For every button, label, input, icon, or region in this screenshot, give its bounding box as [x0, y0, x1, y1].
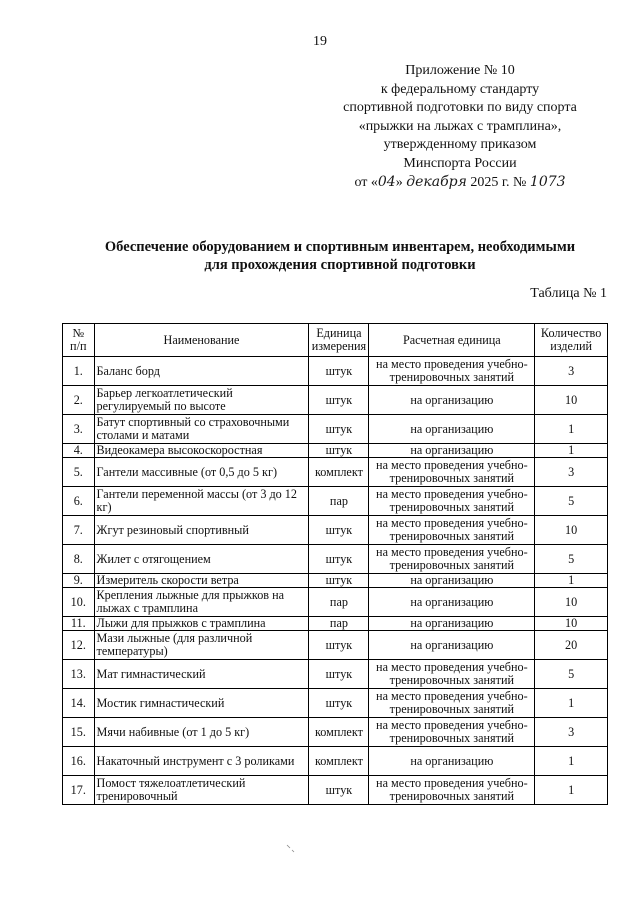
- table-label: Таблица № 1: [530, 286, 607, 301]
- table-row: [63, 458, 608, 487]
- row-number: 17.: [63, 776, 95, 805]
- item-calc-unit: на место проведения учебно-тренировочных занятий: [369, 689, 535, 718]
- item-unit: штук: [309, 574, 369, 588]
- item-name: Барьер легкоатлетический регулируемый по высоте: [94, 386, 309, 415]
- item-unit: штук: [309, 776, 369, 805]
- item-calc-unit: на место проведения учебно-тренировочных занятий: [369, 660, 535, 689]
- item-quantity: 5: [535, 545, 608, 574]
- row-number: 16.: [63, 747, 95, 776]
- item-calc-unit: на организацию: [369, 574, 535, 588]
- handwritten-month: декабря: [406, 174, 467, 190]
- item-unit: штук: [309, 689, 369, 718]
- item-calc-unit: на организацию: [369, 631, 535, 660]
- title-line: Обеспечение оборудованием и спортивным инвентарем, необходимыми: [104, 239, 576, 255]
- item-calc-unit: на место проведения учебно-тренировочных занятий: [369, 458, 535, 487]
- table-row: [63, 415, 608, 444]
- table-row: [63, 357, 608, 386]
- row-number: 1.: [63, 357, 95, 386]
- date-mid: »: [395, 175, 403, 190]
- row-number: 14.: [63, 689, 95, 718]
- item-name: Мостик гимнастический: [94, 689, 309, 718]
- item-name: Жилет с отягощением: [94, 545, 309, 574]
- document-title: [60, 238, 620, 274]
- item-calc-unit: на место проведения учебно-тренировочных занятий: [369, 487, 535, 516]
- row-number: 3.: [63, 415, 95, 444]
- item-unit: штук: [309, 545, 369, 574]
- item-unit: пар: [309, 487, 369, 516]
- item-name: Лыжи для прыжков с трамплина: [94, 617, 309, 631]
- item-quantity: 1: [535, 415, 608, 444]
- item-calc-unit: на место проведения учебно-тренировочных занятий: [369, 516, 535, 545]
- item-quantity: 10: [535, 516, 608, 545]
- item-calc-unit: на место проведения учебно-тренировочных занятий: [369, 357, 535, 386]
- row-number: 5.: [63, 458, 95, 487]
- item-quantity: 10: [535, 617, 608, 631]
- item-quantity: 1: [535, 776, 608, 805]
- appendix-line: «прыжки на лыжах с трамплина»,: [358, 118, 562, 134]
- item-unit: штук: [309, 516, 369, 545]
- row-number: 6.: [63, 487, 95, 516]
- handwritten-order-number: 1073: [529, 174, 566, 190]
- header-unit: Единица измерения: [309, 324, 369, 357]
- row-number: 12.: [63, 631, 95, 660]
- appendix-line: к федеральному стандарту: [380, 81, 540, 97]
- item-quantity: 1: [535, 747, 608, 776]
- item-name: Жгут резиновый спортивный: [94, 516, 309, 545]
- item-name: Мази лыжные (для различной температуры): [94, 631, 309, 660]
- item-unit: штук: [309, 415, 369, 444]
- item-unit: комплект: [309, 718, 369, 747]
- item-calc-unit: на организацию: [369, 444, 535, 458]
- item-name: Гантели массивные (от 0,5 до 5 кг): [94, 458, 309, 487]
- row-number: 15.: [63, 718, 95, 747]
- header-name: Наименование: [94, 324, 309, 357]
- table-row: [63, 516, 608, 545]
- item-calc-unit: на организацию: [369, 747, 535, 776]
- table-row: [63, 588, 608, 617]
- item-name: Баланс борд: [94, 357, 309, 386]
- table-row: [63, 776, 608, 805]
- row-number: 2.: [63, 386, 95, 415]
- row-number: 11.: [63, 617, 95, 631]
- table-row: [63, 574, 608, 588]
- table-row: [63, 617, 608, 631]
- table-row: [63, 386, 608, 415]
- item-unit: пар: [309, 588, 369, 617]
- table-row: [63, 718, 608, 747]
- row-number: 8.: [63, 545, 95, 574]
- header-qty: Количество изделий: [535, 324, 608, 357]
- header-calc: Расчетная единица: [369, 324, 535, 357]
- item-name: Помост тяжелоатлетический тренировочный: [94, 776, 309, 805]
- row-number: 13.: [63, 660, 95, 689]
- item-calc-unit: на организацию: [369, 617, 535, 631]
- table-row: [63, 660, 608, 689]
- equipment-table: [62, 323, 608, 805]
- item-name: Видеокамера высокоскоростная: [94, 444, 309, 458]
- title-line: для прохождения спортивной подготовки: [204, 257, 476, 273]
- item-quantity: 3: [535, 357, 608, 386]
- item-calc-unit: на организацию: [369, 588, 535, 617]
- item-unit: штук: [309, 660, 369, 689]
- item-name: Измеритель скорости ветра: [94, 574, 309, 588]
- appendix-line: Приложение № 10: [405, 63, 515, 78]
- appendix-line: спортивной подготовки по виду спорта: [343, 100, 577, 115]
- item-calc-unit: на место проведения учебно-тренировочных занятий: [369, 545, 535, 574]
- item-quantity: 5: [535, 487, 608, 516]
- appendix-header: [330, 62, 590, 193]
- item-quantity: 5: [535, 660, 608, 689]
- item-name: Гантели переменной массы (от 3 до 12 кг): [94, 487, 309, 516]
- table-row: [63, 631, 608, 660]
- row-number: 9.: [63, 574, 95, 588]
- row-number: 4.: [63, 444, 95, 458]
- table-header-row: [63, 324, 608, 357]
- row-number: 7.: [63, 516, 95, 545]
- item-quantity: 3: [535, 458, 608, 487]
- appendix-line: Минспорта России: [403, 155, 517, 171]
- item-unit: штук: [309, 386, 369, 415]
- scan-mark: [286, 843, 298, 853]
- item-unit: комплект: [309, 458, 369, 487]
- item-unit: штук: [309, 444, 369, 458]
- item-name: Мячи набивные (от 1 до 5 кг): [94, 718, 309, 747]
- item-quantity: 10: [535, 386, 608, 415]
- item-quantity: 20: [535, 631, 608, 660]
- date-prefix: от «: [354, 175, 378, 190]
- item-calc-unit: на организацию: [369, 386, 535, 415]
- table-row: [63, 747, 608, 776]
- item-quantity: 1: [535, 444, 608, 458]
- item-calc-unit: на место проведения учебно-тренировочных занятий: [369, 776, 535, 805]
- item-unit: комплект: [309, 747, 369, 776]
- item-quantity: 3: [535, 718, 608, 747]
- table-row: [63, 545, 608, 574]
- table-row: [63, 444, 608, 458]
- table-row: [63, 487, 608, 516]
- row-number: 10.: [63, 588, 95, 617]
- item-calc-unit: на место проведения учебно-тренировочных занятий: [369, 718, 535, 747]
- handwritten-day: 04: [377, 174, 396, 190]
- table-row: [63, 689, 608, 718]
- header-num: № п/п: [63, 324, 95, 357]
- item-unit: пар: [309, 617, 369, 631]
- item-name: Батут спортивный со страховочными столами и матами: [94, 415, 309, 444]
- item-calc-unit: на организацию: [369, 415, 535, 444]
- page-number: 19: [313, 34, 327, 49]
- item-unit: штук: [309, 357, 369, 386]
- item-quantity: 10: [535, 588, 608, 617]
- item-name: Накаточный инструмент с 3 роликами: [94, 747, 309, 776]
- item-quantity: 1: [535, 574, 608, 588]
- order-date-line: [330, 173, 590, 193]
- item-unit: штук: [309, 631, 369, 660]
- item-name: Мат гимнастический: [94, 660, 309, 689]
- item-name: Крепления лыжные для прыжков на лыжах с трамплина: [94, 588, 309, 617]
- appendix-line: утвержденному приказом: [383, 137, 537, 152]
- date-year: 2025 г. №: [470, 175, 527, 190]
- item-quantity: 1: [535, 689, 608, 718]
